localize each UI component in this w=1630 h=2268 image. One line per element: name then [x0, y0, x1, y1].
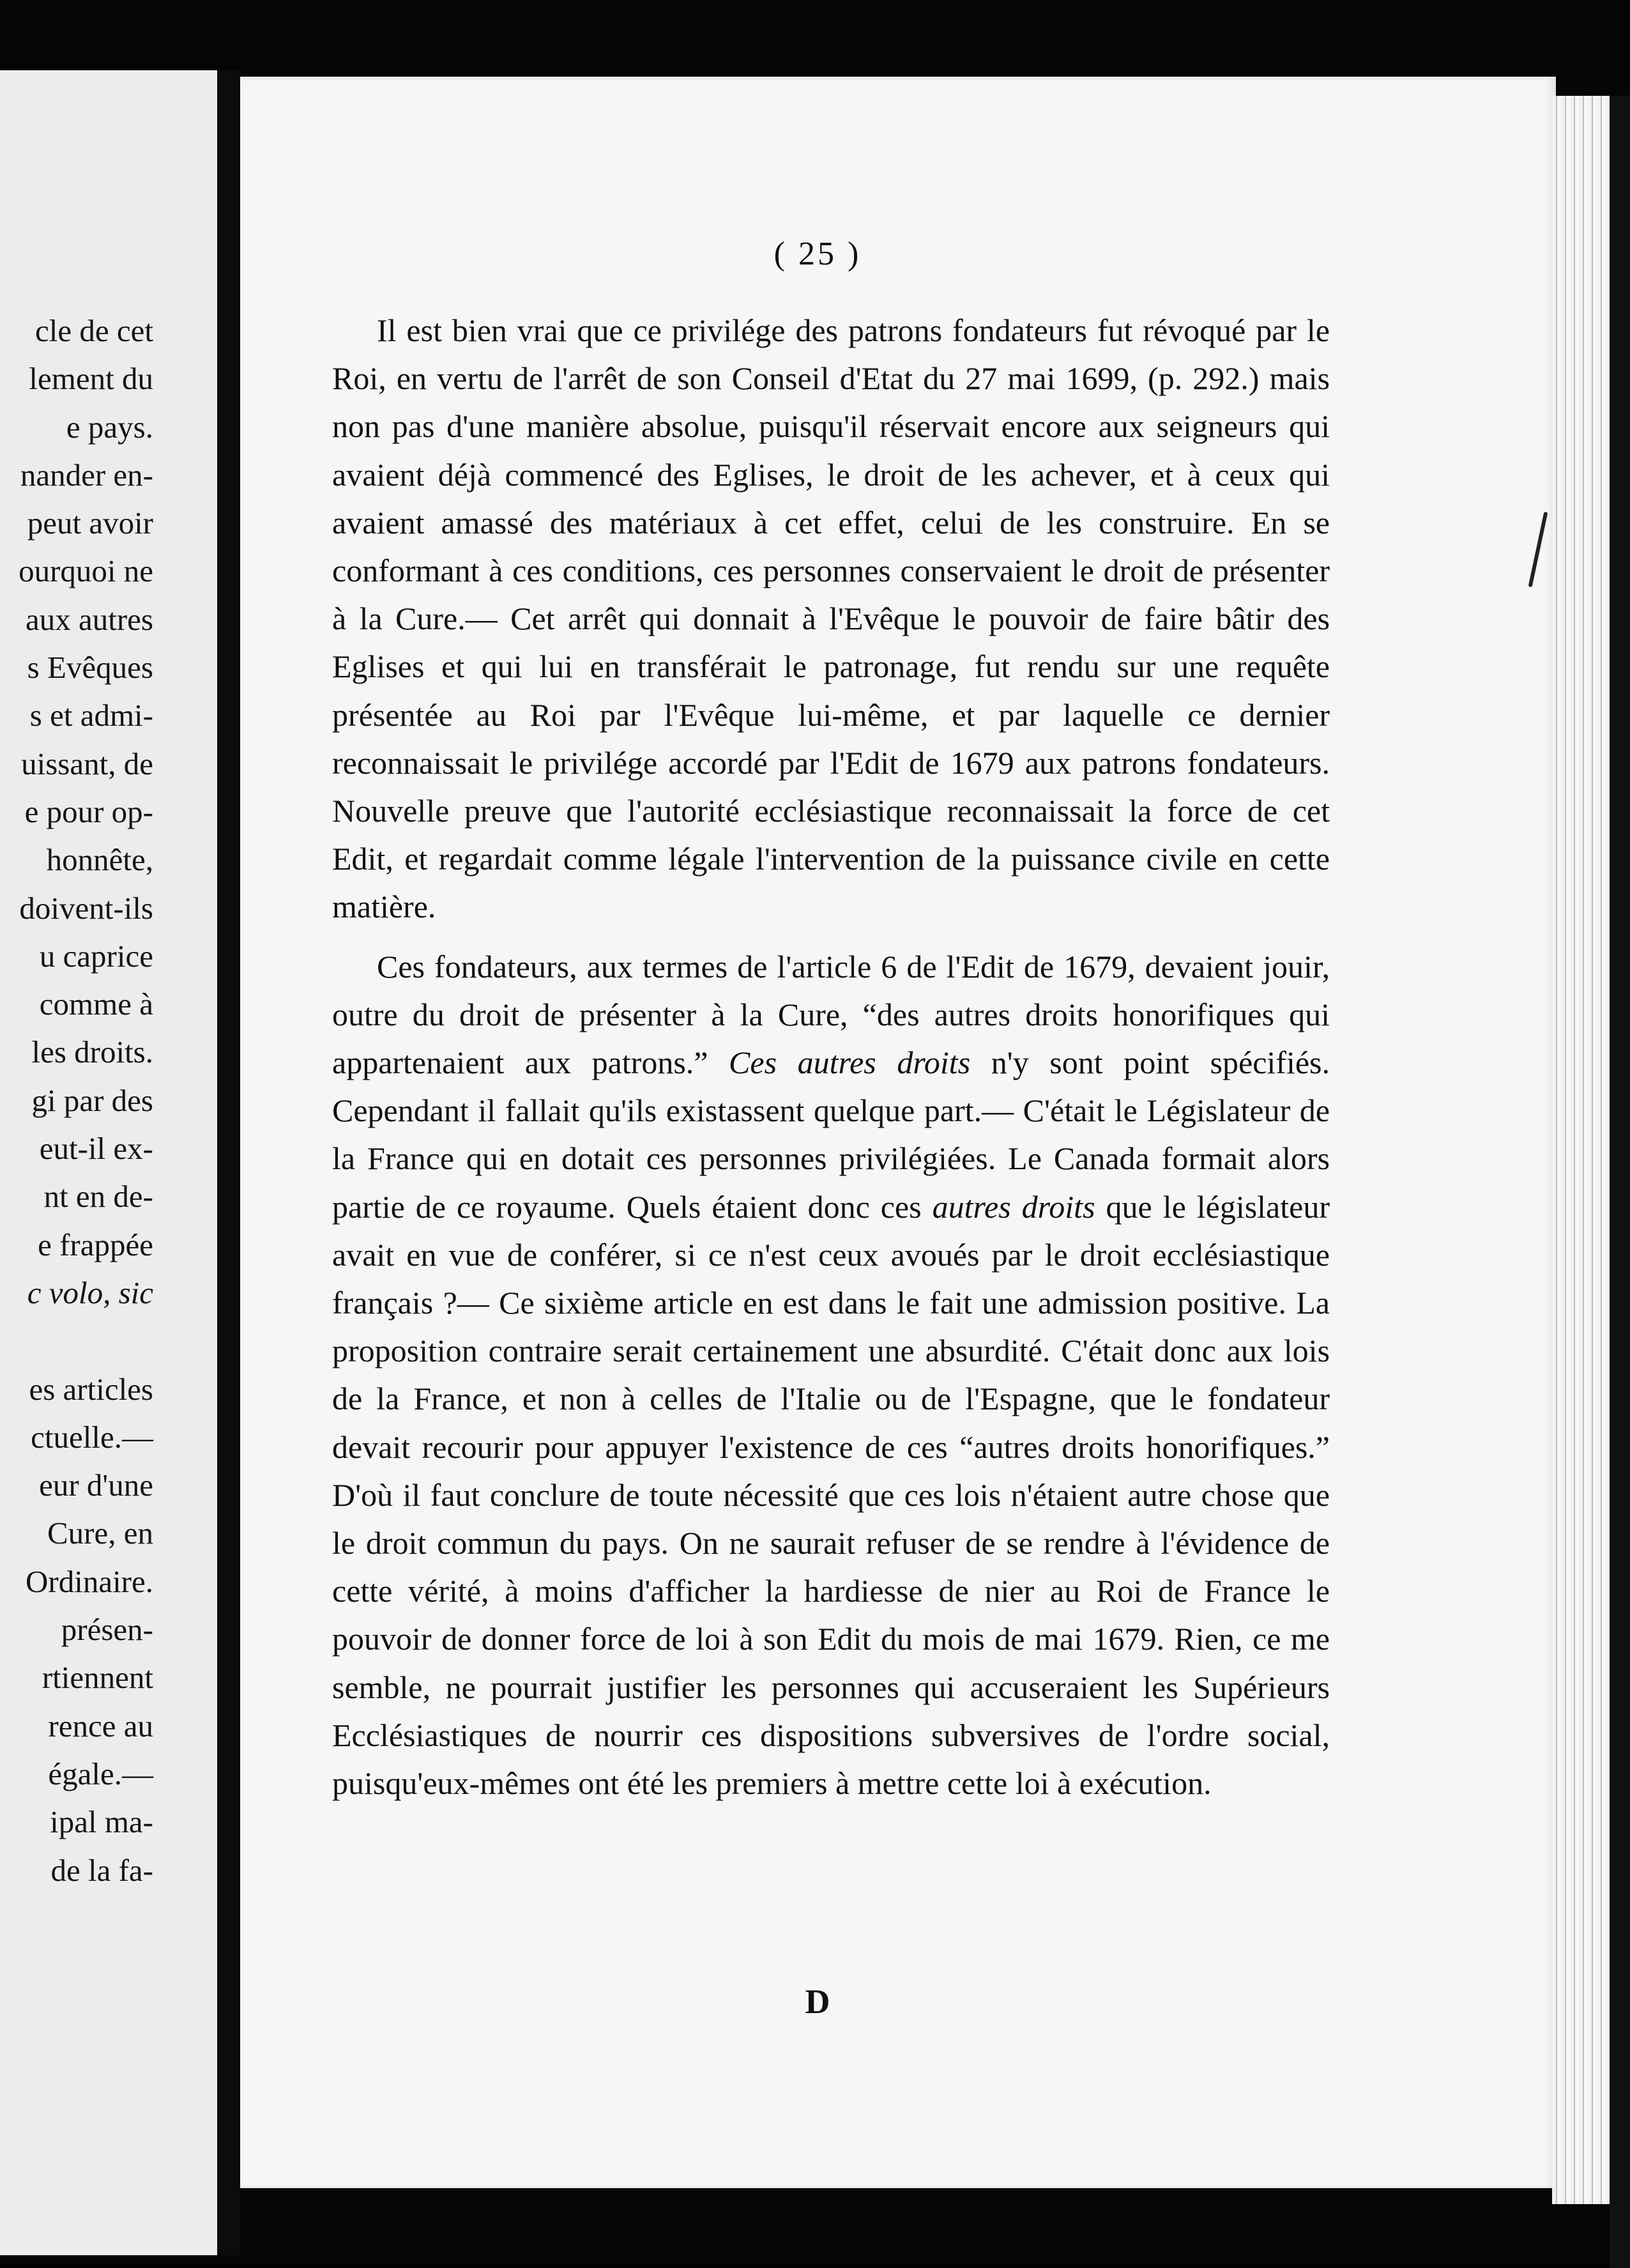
previous-page-line: présen-	[61, 1612, 153, 1648]
previous-page-line	[0, 1317, 153, 1365]
previous-page-line: nt en de-	[43, 1179, 153, 1214]
previous-page-line: eur d'une	[39, 1467, 153, 1503]
previous-page-line: lement du	[29, 361, 153, 397]
previous-page-line: égale.—	[48, 1756, 153, 1791]
book-gutter	[217, 70, 240, 2255]
previous-page-line: comme à	[39, 986, 153, 1022]
previous-page-line: nander en-	[20, 457, 153, 493]
page-edges	[1552, 96, 1610, 2204]
previous-page-line: e pour op-	[24, 793, 153, 829]
previous-page-line: peut avoir	[27, 505, 153, 541]
body-text	[332, 307, 1330, 1807]
previous-page-line: uissant, de	[21, 746, 153, 781]
paragraph-text: n'y sont point spécifiés. Cependant il fallait qu'ils existassent quelque part.— C'était le Législateur de la France qui en dotait ces personnes privilégiées. Le Canada formait alors partie de ce royaume. Quels étaient donc ces	[332, 1045, 1330, 1225]
previous-page-line: s et admi-	[29, 698, 153, 733]
previous-page-fragment	[0, 70, 217, 2255]
previous-page-line: honnête,	[46, 842, 153, 878]
paragraph-1	[332, 307, 1330, 931]
previous-page-line: Ordinaire.	[26, 1563, 153, 1599]
previous-page-line: ipal ma-	[50, 1804, 153, 1840]
previous-page-line: u caprice	[39, 938, 153, 974]
italic-phrase: autres droits	[932, 1188, 1095, 1225]
previous-page-line: les droits.	[31, 1034, 153, 1070]
italic-phrase: Ces autres droits	[729, 1045, 971, 1081]
paragraph-text: Ces fondateurs, aux termes de l'article 6 de l'Edit de 1679, devaient jouir, outre du droit de présenter à la Cure, “des autres droits honorifiques qui appartenaient aux patrons.”	[332, 948, 1330, 1081]
paragraph-2	[332, 943, 1330, 1808]
previous-page-line: cle de cet	[35, 313, 153, 348]
previous-page-line: e pays.	[66, 409, 153, 445]
scan-edge	[1610, 96, 1630, 2268]
previous-page-line: Cure, en	[47, 1515, 153, 1551]
page-number: ( 25 )	[773, 236, 862, 272]
previous-page-line: rence au	[48, 1708, 153, 1743]
previous-page-text	[0, 307, 153, 1894]
previous-page-line: eut-il ex-	[39, 1131, 153, 1167]
previous-page-line: de la fa-	[50, 1852, 153, 1888]
previous-page-line: c volo, sic	[27, 1275, 153, 1310]
previous-page-line: gi par des	[31, 1082, 153, 1118]
previous-page-line: rtiennent	[42, 1660, 153, 1696]
previous-page-line: doivent-ils	[19, 890, 153, 926]
signature-mark: D	[805, 1982, 830, 2021]
previous-page-line: es articles	[29, 1371, 153, 1407]
previous-page-line: ourquoi ne	[19, 553, 153, 589]
previous-page-line: aux autres	[26, 601, 153, 637]
previous-page-line: e frappée	[38, 1227, 153, 1262]
paragraph-text: que le législateur avait en vue de conférer, si ce n'est ceux avoués par le droit ecclésiastique français ?— Ce sixième article en est dans le fait une admission positive. La proposition contraire serait certainement une absurdité. C'était donc aux lois de la France, et non à celles de l'Italie ou de l'Espagne, que le fondateur devait recourir pour appuyer l'existence de ces “autres droits honorifiques.” D'où il faut conclure de toute nécessité que ces lois n'étaient autre chose que le droit commun du pays. On ne saurait refuser de se rendre à l'évidence de cette vérité, à moins d'afficher la hardiesse de nier au Roi de France le pouvoir de donner force de loi à son Edit du mois de mai 1679. Rien, ce me semble, ne pourrait justifier les personnes qui accuseraient les Supérieurs Ecclésiastiques de nourrir ces dispositions subversives de l'ordre social, puisqu'eux-mêmes ont été les premiers à mettre cette loi à exécution.	[332, 1188, 1330, 1802]
paragraph-text: Il est bien vrai que ce privilége des patrons fondateurs fut révoqué par le Roi, en vertu de l'arrêt de son Conseil d'Etat du 27 mai 1699, (p. 292.) mais non pas d'une manière absolue, puisqu'il réservait encore aux seigneurs qui avaient déjà commencé des Eglises, le droit de les achever, et à ceux qui avaient amassé des matériaux à cet effet, celui de les construire. En se conformant à ces conditions, ces personnes conservaient le droit de présenter à la Cure.— Cet arrêt qui donnait à l'Evêque le pouvoir de faire bâtir des Eglises et qui lui en transférait le patronage, fut rendu sur une requête présentée au Roi par l'Evêque lui-même, et par laquelle ce dernier reconnaissait le privilége accordé par l'Edit de 1679 aux patrons fondateurs. Nouvelle preuve que l'autorité ecclésiastique reconnaissait la force de cet Edit, et regardait comme légale l'intervention de la puissance civile en cette matière.	[332, 312, 1330, 925]
previous-page-line: ctuelle.—	[31, 1419, 153, 1455]
previous-page-line: s Evêques	[27, 650, 153, 686]
